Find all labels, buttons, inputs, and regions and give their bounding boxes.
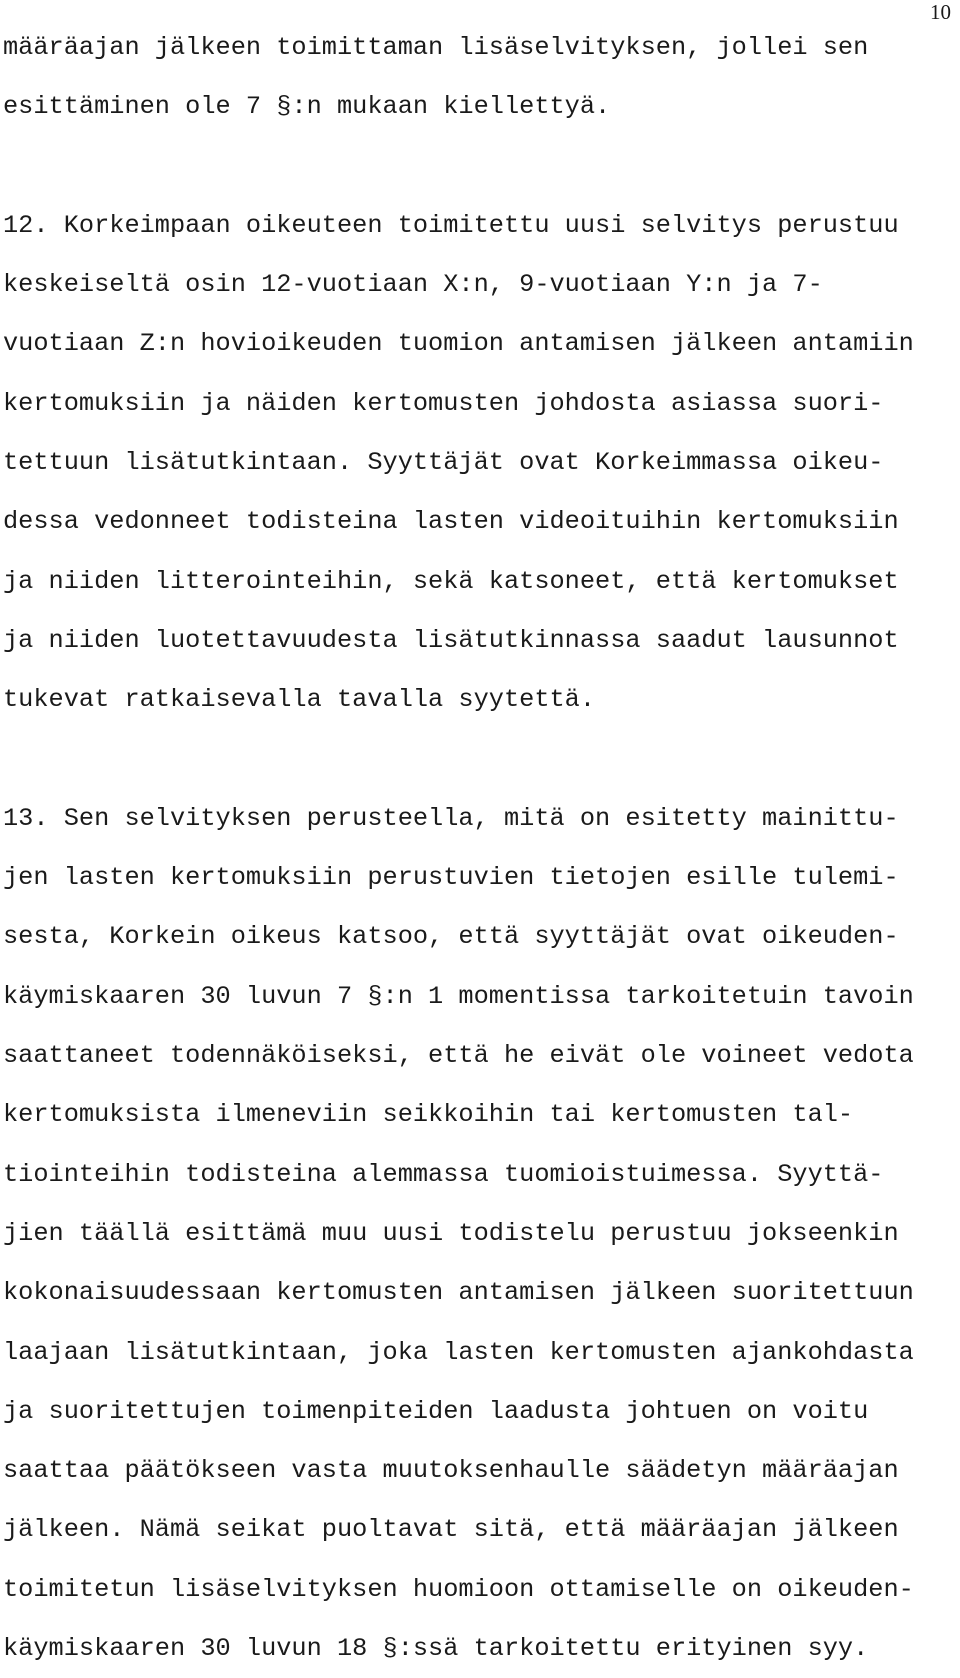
text-line: kertomuksista ilmeneviin seikkoihin tai kertomusten tal- xyxy=(3,1100,854,1130)
text-line: kertomuksiin ja näiden kertomusten johdosta asiassa suori- xyxy=(3,388,884,418)
text-line: käymiskaaren 30 luvun 7 §:n 1 momentissa tarkoitetuin tavoin xyxy=(3,981,914,1011)
text-line: jen lasten kertomuksiin perustuvien tietojen esille tulemi- xyxy=(3,863,899,893)
text-line: toimitetun lisäselvityksen huomioon ottamiselle on oikeuden- xyxy=(3,1574,914,1604)
paragraph-12 xyxy=(3,196,943,730)
text-line: tukevat ratkaisevalla tavalla syytettä. xyxy=(3,685,596,715)
paragraph-continuation xyxy=(3,18,943,137)
paragraph-13 xyxy=(3,789,943,1678)
text-line: tiointeihin todisteina alemmassa tuomioistuimessa. Syyttä- xyxy=(3,1159,884,1189)
text-line: jien täällä esittämä muu uusi todistelu perustuu jokseenkin xyxy=(3,1218,899,1248)
text-line: tettuun lisätutkintaan. Syyttäjät ovat Korkeimmassa oikeu- xyxy=(3,448,884,478)
page-number: 10 xyxy=(930,0,951,24)
text-line: ja niiden luotettavuudesta lisätutkinnassa saadut lausunnot xyxy=(3,625,899,655)
text-line: kokonaisuudessaan kertomusten antamisen jälkeen suoritettuun xyxy=(3,1278,914,1308)
document-body xyxy=(3,18,943,1678)
text-line: vuotiaan Z:n hovioikeuden tuomion antamisen jälkeen antamiin xyxy=(3,329,914,359)
text-line: määräajan jälkeen toimittaman lisäselvityksen, jollei sen xyxy=(3,33,869,62)
text-line: dessa vedonneet todisteina lasten videoituihin kertomuksiin xyxy=(3,507,899,537)
text-line: keskeiseltä osin 12-vuotiaan X:n, 9-vuotiaan Y:n ja 7- xyxy=(3,270,823,300)
text-line: ja suoritettujen toimenpiteiden laadusta johtuen on voitu xyxy=(3,1396,869,1426)
text-line: sesta, Korkein oikeus katsoo, että syyttäjät ovat oikeuden- xyxy=(3,922,899,952)
paragraph-gap xyxy=(3,730,943,789)
paragraph-gap xyxy=(3,137,943,196)
text-line: käymiskaaren 30 luvun 18 §:ssä tarkoitettu erityinen syy. xyxy=(3,1634,869,1664)
text-line: ja niiden litterointeihin, sekä katsoneet, että kertomukset xyxy=(3,566,899,596)
text-line: saattaneet todennäköiseksi, että he eivät ole voineet vedota xyxy=(3,1041,914,1071)
text-line: laajaan lisätutkintaan, joka lasten kertomusten ajankohdasta xyxy=(3,1337,914,1367)
text-line: esittäminen ole 7 §:n mukaan kiellettyä. xyxy=(3,92,611,122)
text-line: 12. Korkeimpaan oikeuteen toimitettu uusi selvitys perustuu xyxy=(3,210,899,240)
text-line: jälkeen. Nämä seikat puoltavat sitä, että määräajan jälkeen xyxy=(3,1515,899,1545)
text-line: 13. Sen selvityksen perusteella, mitä on esitetty mainittu- xyxy=(3,803,899,833)
text-line: saattaa päätökseen vasta muutoksenhaulle säädetyn määräajan xyxy=(3,1456,899,1486)
